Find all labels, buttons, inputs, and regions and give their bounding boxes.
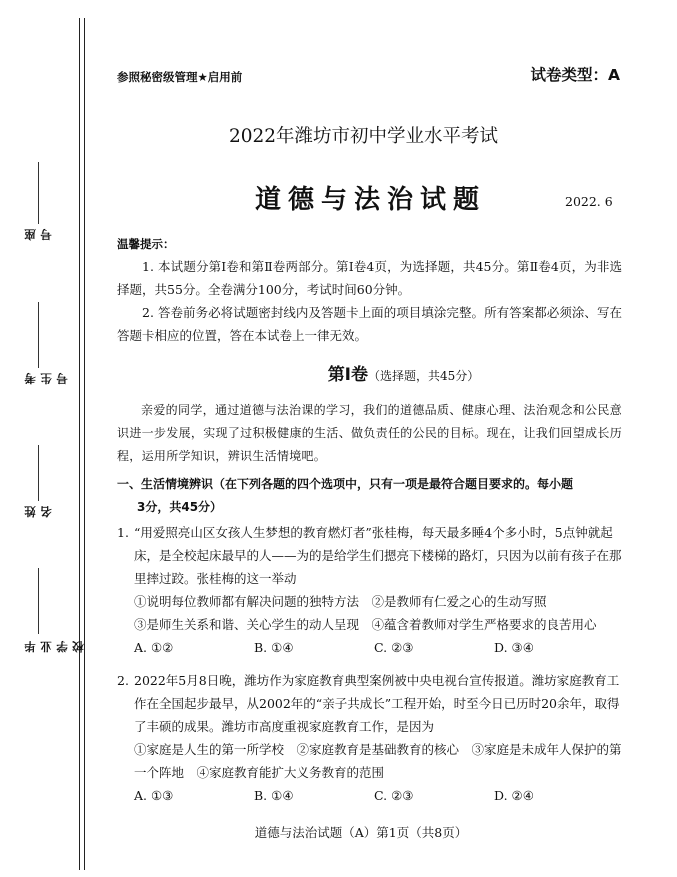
name-line xyxy=(38,445,39,501)
section-intro: 亲爱的同学，通过道德与法治课的学习，我们的道德品质、健康心理、法治观念和公民意识进一步发展，实现了过积极健康的生活、做负责任的公民的目标。现在，让我们回望成长历程，运用所学知识，辨识生活情境吧。 xyxy=(117,403,622,463)
question-stem: 2022年5月8日晚，潍坊作为家庭教育典型案例被中央电视台宣传报道。潍坊家庭教育工作在全国起步最早，从2002年的“亲子共成长”工程开始，时至今日已历时20余年，取得了丰硕的成果。潍坊市高度重视家庭教育工作，是因为 xyxy=(134,673,620,734)
option-b: B. ①④ xyxy=(254,640,294,655)
option-c: C. ②③ xyxy=(374,640,414,655)
answer-options xyxy=(117,636,627,659)
notice-item: 2. 答卷前务必将试题密封线内及答题卡上面的项目填涂完整。所有答案都必须涂、写在答题卡相应的位置，答在本试卷上一律无效。 xyxy=(117,305,622,343)
notice-item: 1. 本试题分第Ⅰ卷和第Ⅱ卷两部分。第Ⅰ卷4页，为选择题，共45分。第Ⅱ卷4页，为非选择题，共55分。全卷满分100分，考试时间60分钟。 xyxy=(117,259,622,297)
option-d: D. ②④ xyxy=(494,788,534,803)
exam-date: 2022. 6 xyxy=(565,194,613,209)
seat-line xyxy=(38,162,39,224)
subject-title: 道德与法治试题 xyxy=(255,185,487,215)
part-heading xyxy=(117,473,627,519)
question-statement: ①说明每位教师都有解决问题的独特方法 ②是教师有仁爱之心的生动写照 xyxy=(134,594,547,609)
paper-type: 试卷类型：A xyxy=(530,66,620,84)
notice-title: 温馨提示： xyxy=(117,237,175,251)
question-2 xyxy=(117,669,627,807)
question-stem: “用爱照亮山区女孩人生梦想的教育燃灯者”张桂梅，每天最多睡4个多小时，5点钟就起床，是全校起床最早的人——为的是给学生们摁亮下楼梯的路灯，只因为以前有孩子在那里摔过跤。张桂梅的这一举动 xyxy=(134,525,622,586)
school-line xyxy=(38,568,39,634)
question-number: 2. xyxy=(117,673,129,688)
section-name: 第Ⅰ卷 xyxy=(327,365,369,385)
option-b: B. ①④ xyxy=(254,788,294,803)
page-footer: 道德与法治试题（A）第1页（共8页） xyxy=(254,825,468,840)
question-statement: ①家庭是人生的第一所学校 ②家庭教育是基础教育的核心 ③家庭是未成年人保护的第一个阵地 ④家庭教育能扩大义务教育的范围 xyxy=(134,742,622,780)
answer-options xyxy=(117,784,627,807)
name-label: 姓名 xyxy=(23,505,53,518)
part-heading-line1: 一、生活情境辨识（在下列各题的四个选项中，只有一项是最符合题目要求的。每小题 xyxy=(117,477,574,491)
question-1 xyxy=(117,521,627,659)
option-a: A. ①③ xyxy=(134,788,174,803)
option-a: A. ①② xyxy=(134,640,174,655)
question-number: 1. xyxy=(117,525,129,540)
school-label: 毕业学校 xyxy=(23,640,85,653)
section-title xyxy=(0,360,677,385)
option-c: C. ②③ xyxy=(374,788,414,803)
seat-label: 座号 xyxy=(23,228,53,241)
exam-name: 2022年潍坊市初中学业水平考试 xyxy=(228,126,499,147)
question-statement: ③是师生关系和谐、关心学生的动人呈现 ④蕴含着教师对学生严格要求的良苦用心 xyxy=(134,617,597,632)
exam-number-label: 考生号 xyxy=(23,372,69,385)
option-d: D. ③④ xyxy=(494,640,534,655)
exam-number-line xyxy=(38,302,39,368)
section-note: （选择题，共45分） xyxy=(368,369,480,383)
confidential-label: 参照秘密级管理★启用前 xyxy=(117,70,243,84)
part-heading-line2: 3分，共45分） xyxy=(137,500,223,514)
